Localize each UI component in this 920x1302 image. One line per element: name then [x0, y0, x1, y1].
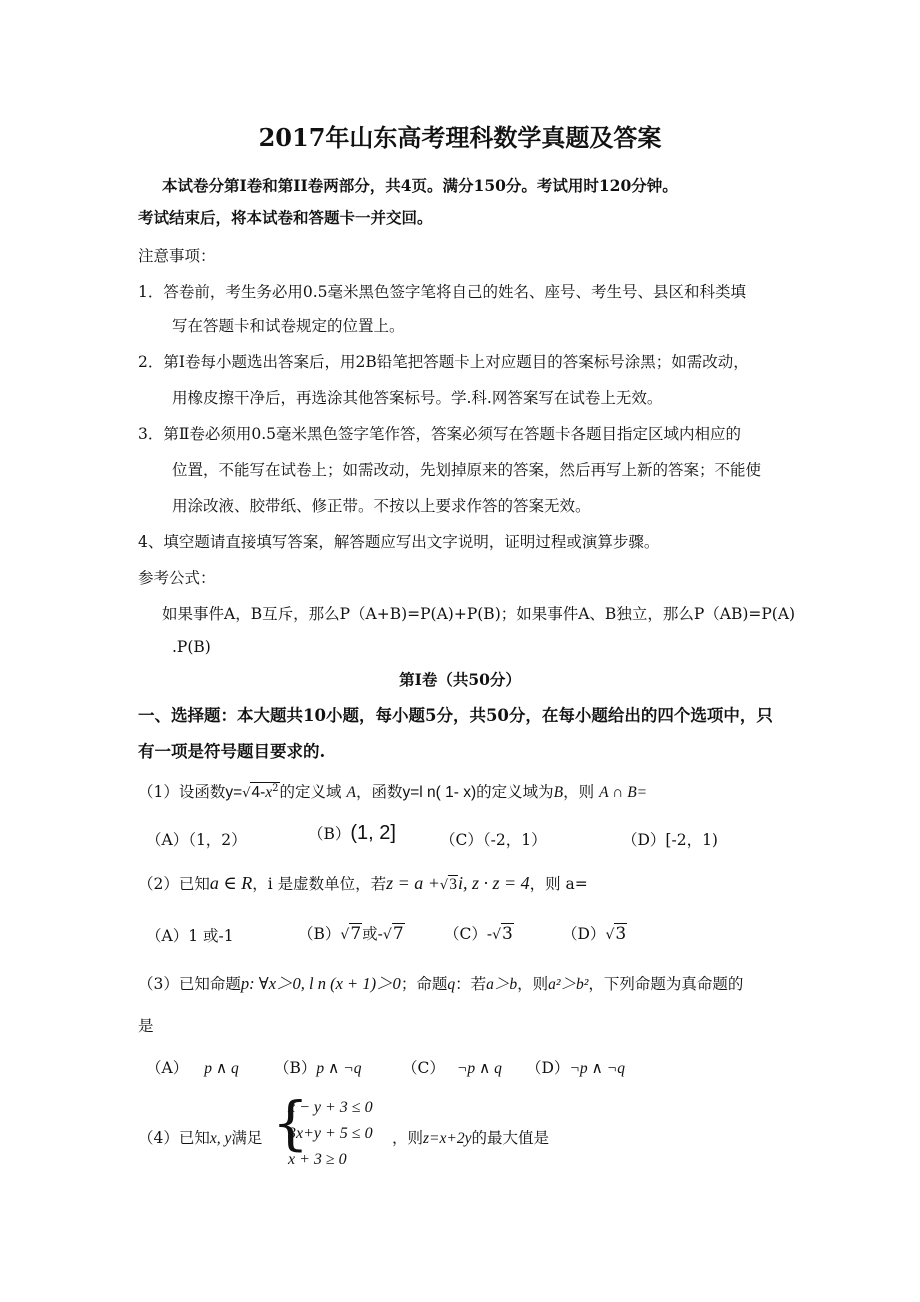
q1-option-c: （C）（-2，1） — [440, 831, 547, 849]
notice-item-3-line-2: 位置，不能写在试卷上；如需改动，先划掉原来的答案，然后再写上新的答案；不能使 — [172, 461, 762, 479]
question-4-stem-a — [138, 1126, 262, 1148]
q1-option-d: （D）[-2，1) — [622, 831, 718, 849]
q4-text-c: ，则 — [392, 1129, 424, 1147]
q2-option-b-label: （B） — [298, 925, 341, 943]
q3-option-d-label: （D） — [526, 1059, 570, 1077]
section-desc-line-2: 有一项是符号题目要求的. — [138, 742, 326, 761]
q1-set-b: B — [553, 784, 564, 801]
q3-condition-2: a²＞b² — [548, 976, 589, 993]
notice-item-3-line-3: 用涂改液、胶带纸、修正带。不按以上要求作答的答案无效。 — [172, 497, 591, 515]
q1-text-e: ，则 — [563, 783, 595, 801]
notice-item-4-line-1: 4、填空题请直接填写答案，解答题应写出文字说明，证明过程或演算步骤。 — [138, 533, 660, 551]
formula-line-2: .P(B) — [172, 638, 211, 656]
q3-option-b — [274, 1056, 361, 1078]
formula-line-1: 如果事件A，B互斥，那么P（A+B)=P(A)+P(B)；如果事件A、B独立，那么P（AB)=P(A) — [162, 605, 796, 623]
q4-text-a: （4）已知 — [138, 1129, 210, 1147]
q2-option-b: （B）√7或-√7 — [298, 924, 404, 944]
q2-text-c: ，则 a= — [529, 875, 588, 893]
notice-item-1-line-1: 1．答卷前，考生务必用0.5毫米黑色签字笔将自己的姓名、座号、考生号、县区和科类填 — [138, 283, 747, 301]
question-1-stem: （1）设函数$y=√4-x^2$的定义域 A，函数y=l n( 1- x)的定义域为B，则 A ∩ B= — [138, 782, 648, 801]
notice-item-1-line-2: 写在答题卡和试卷规定的位置上。 — [172, 317, 405, 335]
q2-option-c: （C）-√3 — [444, 924, 513, 944]
q3-option-d — [526, 1056, 625, 1078]
q3-option-c — [402, 1056, 502, 1078]
q4-text-b: 满足 — [231, 1129, 263, 1147]
q4-objective: z=x+2y — [423, 1130, 472, 1147]
q2-text-b: ，i 是虚数单位，若 — [252, 875, 387, 893]
q2-option-c-label: （C）- — [444, 925, 493, 943]
q2-option-a: （A）1 或-1 — [146, 927, 234, 945]
q2-condition: a ∈ R — [209, 873, 253, 893]
q4-variables: x, y — [209, 1130, 232, 1147]
q3-option-c-expr: ¬p ∧ q — [456, 1060, 502, 1077]
q1-option-b-value: (1, 2] — [350, 822, 396, 844]
q2-option-d: （D）√3 — [562, 924, 627, 944]
intro-line-1: 本试卷分第Ⅰ卷和第II卷两部分，共4页。满分150分。考试用时120分钟。 — [162, 176, 678, 195]
q2-equation-part-1: z = a + — [386, 873, 440, 893]
q1-text-c: ，函数 — [355, 783, 403, 801]
q2-option-d-label: （D） — [562, 925, 606, 943]
q1-text-b: 的定义域 — [279, 783, 342, 801]
q2-root-7-b: 7 — [392, 924, 404, 944]
intro-line-2: 考试结束后，将本试卷和答题卡一并交回。 — [138, 208, 433, 227]
q2-equation-part-2: i, z · z = 4 — [457, 873, 530, 893]
q3-text-a: （3）已知命题 — [138, 975, 241, 993]
q1-set-a: A — [346, 784, 356, 801]
q1-intersection: A ∩ B= — [599, 784, 648, 801]
q3-option-b-expr: p ∧ ¬q — [316, 1060, 362, 1077]
q2-root-3: 3 — [449, 876, 457, 893]
q3-stem-continued: 是 — [138, 1017, 154, 1035]
q2-option-d-root-3: 3 — [615, 924, 627, 944]
notice-item-3-line-1: 3．第Ⅱ卷必须用0.5毫米黑色签字笔作答，答案必须写在答题卡各题目指定区域内相应的 — [138, 425, 742, 443]
section-desc-line-1: 一、选择题：本大题共10小题，每小题5分，共50分，在每小题给出的四个选项中，只 — [138, 706, 773, 725]
q3-option-c-label: （C） — [402, 1059, 445, 1077]
q3-text-d: ，则 — [517, 975, 549, 993]
q3-option-a-label: （A） — [146, 1059, 189, 1077]
q3-proposition-p: p: ∀x＞0, l n (x + 1)＞0 — [240, 974, 401, 993]
q1-text-a: （1）设函数 — [138, 783, 226, 801]
question-4-stem-b — [392, 1126, 549, 1148]
q2-option-b-or: 或- — [362, 925, 383, 943]
q1-y2: y=l n( 1- x) — [402, 784, 477, 801]
q3-option-b-label: （B） — [274, 1059, 317, 1077]
q3-proposition-q: q — [447, 976, 456, 993]
question-3-stem — [138, 970, 743, 994]
notice-heading: 注意事项： — [138, 247, 216, 265]
q1-y1: y= — [225, 784, 243, 801]
q3-option-a — [146, 1056, 239, 1078]
q3-condition: a＞b — [486, 976, 518, 993]
q4-constraint-2: 3x+y + 5 ≤ 0 — [288, 1125, 373, 1142]
q3-option-a-expr: p ∧ q — [204, 1060, 239, 1077]
q4-brace: { — [272, 1089, 309, 1157]
q1-x: x — [265, 784, 273, 801]
page-title: 2017年山东高考理科数学真题及答案 — [258, 123, 662, 152]
q3-option-d-expr: ¬p ∧ ¬q — [569, 1060, 625, 1077]
q4-constraint-1: x − y + 3 ≤ 0 — [288, 1099, 373, 1116]
q4-text-d: 的最大值是 — [471, 1129, 549, 1147]
q2-root-7-a: 7 — [350, 924, 362, 944]
q3-text-b: ；命题 — [400, 975, 448, 993]
q1-option-b-label: （B） — [308, 825, 351, 843]
q1-option-a: （A）（1，2） — [146, 831, 247, 849]
notice-item-2-line-2: 用橡皮擦干净后，再选涂其他答案标号。学.科.网答案写在试卷上无效。 — [172, 389, 663, 407]
q2-option-c-root-3: 3 — [502, 924, 513, 944]
q1-text-d: 的定义域为 — [476, 783, 554, 801]
q1-exponent: 2 — [272, 782, 279, 794]
q3-text-c: ：若 — [455, 975, 487, 993]
question-2-stem: （2）已知a ∈ R，i 是虚数单位，若z = a +√3i, z · z = 4，则 a= — [138, 873, 588, 893]
formula-heading: 参考公式： — [138, 569, 216, 587]
notice-item-2-line-1: 2．第Ⅰ卷每小题选出答案后，用2B铅笔把答题卡上对应题目的答案标号涂黑；如需改动， — [138, 353, 749, 371]
q2-text-a: （2）已知 — [138, 875, 210, 893]
q1-option-b — [308, 822, 396, 845]
q3-text-e: ，下列命题为真命题的 — [588, 975, 744, 993]
q1-radicand: 4- — [251, 784, 266, 801]
section-heading: 第Ⅰ卷（共50分） — [399, 670, 521, 689]
q4-constraint-3: x + 3 ≥ 0 — [288, 1151, 347, 1168]
